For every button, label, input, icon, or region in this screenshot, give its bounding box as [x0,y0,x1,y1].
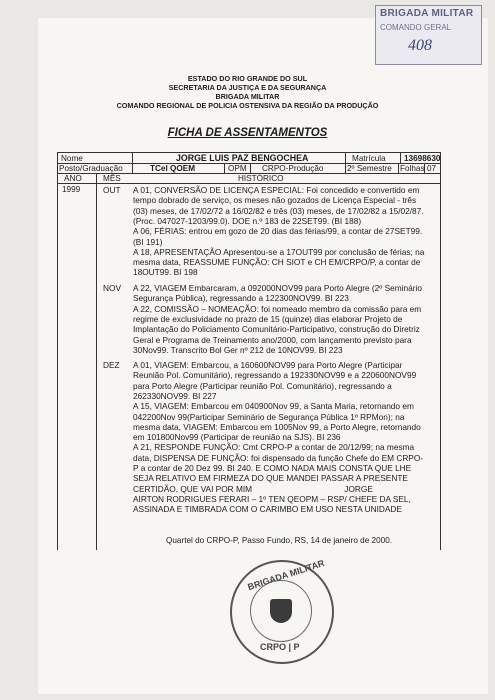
grid-line [57,152,58,550]
nome-value: JORGE LUIS PAZ BENGOCHEA [176,153,309,163]
entry-line: P a contar de 20 Dez 99. BI 240. E COMO NADA MAIS CONSTA QUE LHE [133,463,412,473]
closing-line: Quartel do CRPO-P, Passo Fundo, RS, 14 de janeiro de 2000. [166,536,393,545]
matricula-label: Matrícula [352,154,386,163]
nome-label: Nome [61,154,83,163]
entry-line: A 21, RESPONDE FUNÇÃO: Cmt CRPO-P a contar de 20/12/99; na mesma [133,442,415,453]
entry-line: para Porto Alegre (Participar reunião Pol. Comunitário), regressando a [133,380,392,391]
header-brigade: BRIGADA MILITAR [215,92,280,101]
mes-label: MÊS [103,174,121,183]
entry-line: (BI 191) [133,236,163,247]
grid-line [400,152,401,163]
ano-label: ANO [64,174,82,183]
entry-month: NOV [103,283,121,293]
grid-line [224,163,225,173]
semestre-value: 2º Semestre [347,164,392,173]
entry-line: Implantação do Policiamento Comunitário-Participativo, construção do Diretriz [133,324,420,335]
entry-line: SEJA RELATIVO EM FIRMEZA DO QUE MANDEI PASSAR A PRESENTE [133,473,408,484]
entry-line: mesma data, REASSUME FUNÇÃO: CH SIOT e CH EM/CRPO/P, a contar de [133,257,421,268]
entry-month: OUT [103,185,121,195]
document-title: FICHA DE ASSENTAMENTOS [167,127,328,139]
posto-value: TCel QOEM [150,164,196,173]
registry-stamp [375,5,482,65]
folhas-label: Folhas [400,164,425,173]
folhas-value: 07 [427,164,437,173]
entry-line: em 101800Nov99 (Participar de reunião na SJS). BI 236 [133,432,341,443]
entry-line: 18OUT99. BI 198 [133,267,198,278]
entry-line: tempo dobrado de serviço, os meses não gozados de Licença Especial - três [133,195,417,206]
matricula-value: 13698630 [404,154,441,163]
entry-month: DEZ [103,360,120,370]
stamp-line-2: COMANDO GERAL [380,23,452,32]
opm-label: OPM [228,164,247,173]
entry-line: 262330NOV99. BI 227 [133,390,217,401]
entry-line: A 22, VIAGEM Embarcaram, a 092000NOV99 para Porto Alegre (2º Seminário [133,283,422,293]
entry-line: A 06, FÉRIAS: entrou em gozo de 20 dias das férias/99, a contar de 27SET99. [133,226,423,237]
entry-line: A 01, CONVERSÃO DE LICENÇA ESPECIAL: Foi concedido e convertido em [133,185,420,195]
entry-line: A 22, COMISSÃO – NOMEAÇÃO: foi nomeado membro da comissão para em [133,303,422,314]
posto-label: Posto/Graduação [59,164,123,173]
stamp-line-1: BRIGADA MILITAR [380,8,474,19]
header-command: COMANDO REGIONAL DE POLICIA OSTENSIVA DA REGIÃO DA PRODUÇÃO [116,101,379,110]
entry-line: Segurança Pública), regressando a 122300NOV99. BI 223 [133,293,349,304]
entry-line: CERTIDÃO, QUE VAI POR MIM JORGE [133,483,373,494]
entry-line: 30Nov99. Transcrito Bol Ger nº 212 de 10NOV99. BI 223 [133,344,343,355]
opm-value: CRPO-Produção [262,164,324,173]
grid-line [345,163,346,173]
stamp-number: 408 [408,37,432,54]
coat-of-arms-icon [270,599,292,623]
grid-line [57,183,440,184]
grid-line [345,152,346,163]
entry-line: Reunião Pol. Comunitário), regressando a 192330NOV99 e a 220600NOV99 [133,370,417,381]
seal-top-text: BRIGADA MILITAR [246,557,326,593]
entry-line: A 18, APRESENTAÇÃO Apresentou-se a 17OUT99 por conclusão de férias; na [133,246,425,257]
grid-line [250,163,251,173]
header-state: ESTADO DO RIO GRANDE DO SUL [187,74,308,83]
entry-line: A 15, VIAGEM: Embarcou em 040900Nov 99, a Santa Maria, retornando em [133,401,414,412]
historico-label: HISTÓRICO [238,174,284,183]
grid-line [132,152,133,173]
entry-line: data, DISPENSA DE FUNÇÃO: foi dispensado da função Chefe do EM CRPO- [133,452,424,463]
entry-line: mesma data, VIAGEM: Embarcou em 1005Nov 99, a Porto Alegre, retornando [133,421,421,432]
ano-value: 1999 [62,185,81,194]
entry-line: ASSINADA E TIMBRADA COM O CARIMBO EM USO NESTA UNIDADE [133,504,402,515]
entry-line: Geral e Programa de Treinamento ano/2000, com lançamento previsto para [133,334,412,345]
grid-line [440,152,441,550]
header-secretariat: SECRETARIA DA JUSTIÇA E DA SEGURANÇA [168,83,327,92]
grid-line [398,163,399,173]
seal-bottom-text: CRPO | P [260,642,300,652]
grid-line [96,173,97,550]
entry-line: regime de exclusividade no prazo de 15 (quinze) dias elaborar Projeto de [133,313,403,324]
entry-line: (Proc. 047027-1203/99.0). DOE n.º 183 de 22SET99. (BI 188) [133,215,362,226]
entry-line: 042200Nov 99(Participar Seminário de Segurança Pública 1º RPMon); na [133,411,405,422]
entry-line: AIRTON RODRIGUES FERARI – 1º TEN QEOPM – RSP/ CHEFE DA SEL, [133,493,411,504]
entry-line: A 01, VIAGEM: Embarcou, a 160600NOV99 para Porto Alegre (Participar [133,360,403,370]
entry-line: (03) meses, de 17/02/72 a 16/02/82 e três (03) meses, de 17/02/82 a 15/02/87. [133,205,424,216]
official-seal [230,557,334,664]
